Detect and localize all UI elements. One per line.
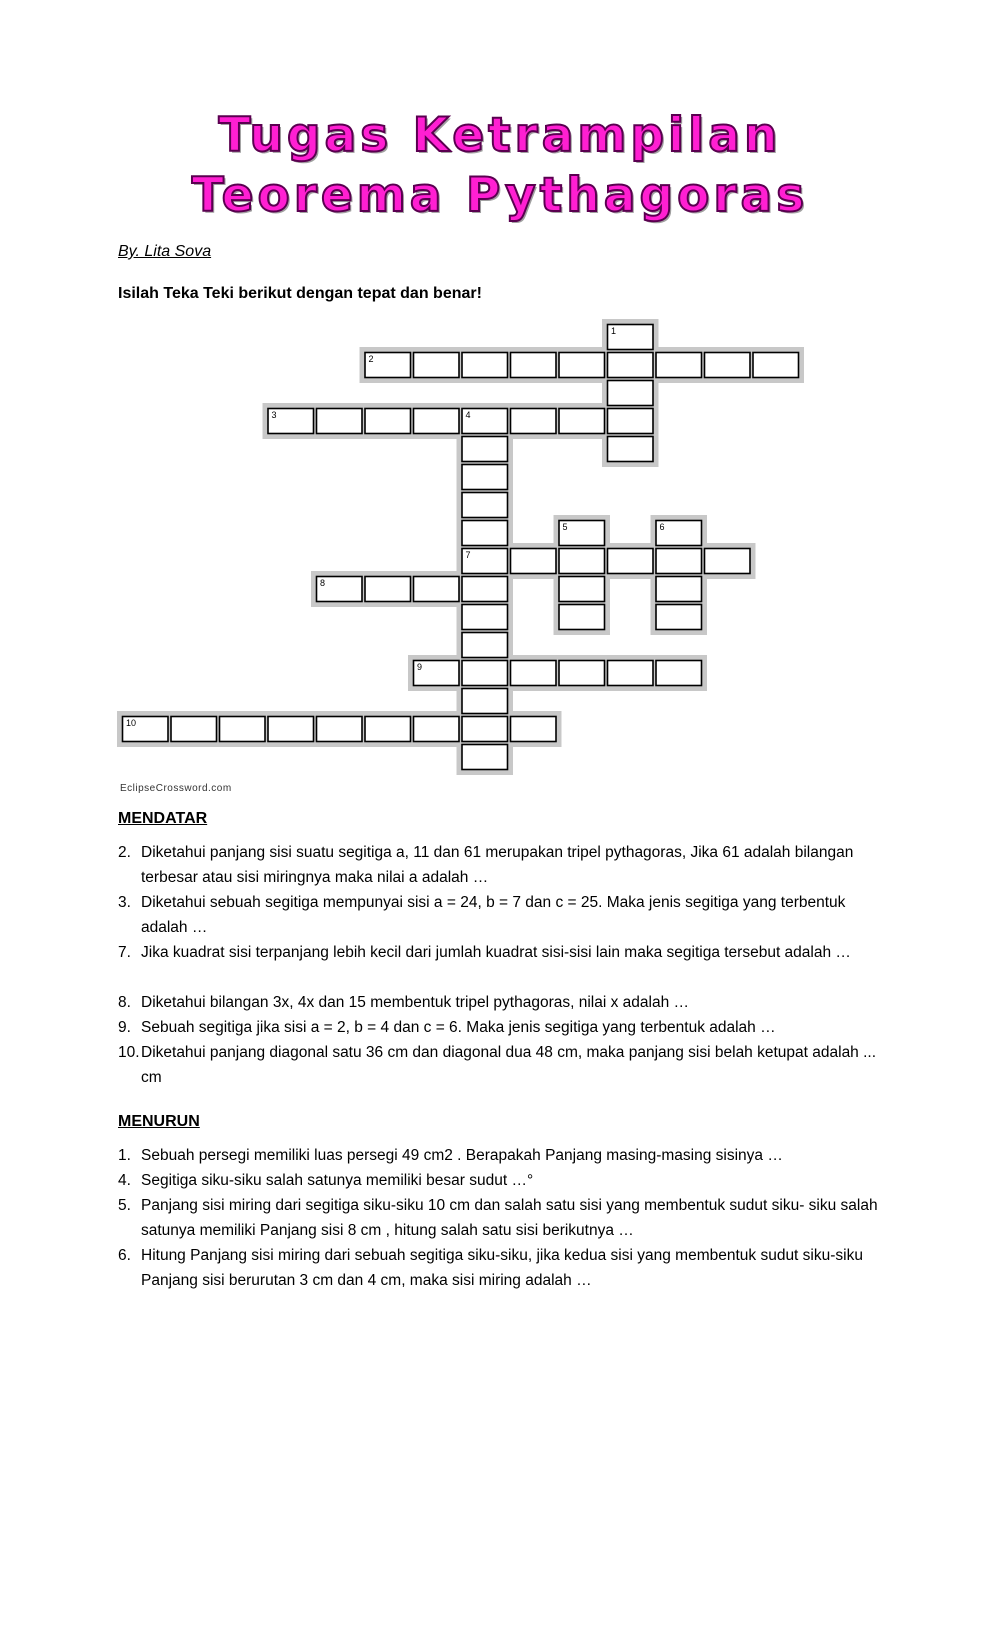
clue-number-label: 8 [320, 578, 326, 588]
crossword-cell[interactable] [608, 661, 654, 686]
crossword-cell[interactable] [559, 409, 605, 434]
crossword-cell[interactable] [462, 437, 508, 462]
crossword-cell[interactable] [511, 549, 557, 574]
menurun-heading: MENURUN [118, 1113, 200, 1130]
clue-item: 2. Diketahui panjang sisi suatu segitiga a, 11 dan 61 merupakan tripel pythagoras, Jika 61 adalah bilangan terbesar atau sisi miringnya maka nilai a adalah … [118, 844, 854, 886]
clue-number-label: 6 [659, 522, 665, 532]
crossword-cell[interactable] [462, 661, 508, 686]
crossword-cell[interactable] [511, 661, 557, 686]
crossword-cell[interactable] [365, 577, 411, 602]
crossword-cell[interactable] [317, 409, 363, 434]
crossword-cell[interactable] [414, 409, 460, 434]
clue-item: 5. Panjang sisi miring dari segitiga siku-siku 10 cm dan salah satu sisi yang membentuk sudut siku- siku salah satunya memiliki Panjang sisi 8 cm , hitung salah satu sisi berikutnya … [118, 1197, 878, 1239]
crossword-cell[interactable] [608, 437, 654, 462]
clue-number-label: 10 [126, 718, 137, 728]
crossword-cell[interactable] [705, 353, 751, 378]
author: By. Lita Sova [118, 243, 212, 260]
crossword-cell[interactable] [511, 353, 557, 378]
clue-number-label: 5 [562, 522, 568, 532]
clue-item: 9. Sebuah segitiga jika sisi a = 2, b = 4 dan c = 6. Maka jenis segitiga yang terbentuk adalah … [118, 1019, 776, 1036]
clue-item: 3. Diketahui sebuah segitiga mempunyai sisi a = 24, b = 7 dan c = 25. Maka jenis segitiga yang terbentuk adalah … [118, 894, 846, 936]
crossword-cell[interactable] [462, 717, 508, 742]
crossword-cell[interactable] [365, 717, 411, 742]
clue-item: 1. Sebuah persegi memiliki luas persegi 49 cm2 . Berapakah Panjang masing-masing sisinya … [118, 1147, 783, 1164]
crossword-cell[interactable] [462, 521, 508, 546]
crossword-cell[interactable] [608, 381, 654, 406]
crossword-cell[interactable] [656, 661, 702, 686]
clue-number-label: 2 [368, 354, 374, 364]
clue-number-label: 3 [271, 410, 277, 420]
title-line-1: Tugas Ketrampilan [218, 108, 782, 163]
crossword-cell[interactable] [559, 353, 605, 378]
crossword-cell[interactable] [462, 605, 508, 630]
crossword-cell[interactable] [365, 409, 411, 434]
clue-item: 6. Hitung Panjang sisi miring dari sebuah segitiga siku-siku, jika kedua sisi yang membentuk sudut siku-siku Panjang sisi berurutan 3 cm dan 4 cm, maka sisi miring adalah … [118, 1247, 863, 1289]
crossword-cell[interactable] [171, 717, 217, 742]
clue-number-label: 4 [465, 410, 471, 420]
crossword-cell[interactable] [414, 353, 460, 378]
crossword-cell[interactable] [705, 549, 751, 574]
crossword-cell[interactable] [414, 717, 460, 742]
crossword-grid [0, 0, 1000, 800]
crossword-cell[interactable] [462, 689, 508, 714]
crossword-cell[interactable] [656, 353, 702, 378]
crossword-cell[interactable] [462, 493, 508, 518]
crossword-cell[interactable] [608, 549, 654, 574]
crossword-cell[interactable] [511, 409, 557, 434]
crossword-cell[interactable] [220, 717, 266, 742]
clue-item: 7. Jika kuadrat sisi terpanjang lebih kecil dari jumlah kuadrat sisi-sisi lain maka segitiga tersebut adalah … [118, 944, 851, 961]
crossword-cell[interactable] [317, 717, 363, 742]
clue-item: 4. Segitiga siku-siku salah satunya memiliki besar sudut …° [118, 1172, 534, 1189]
crossword-cell[interactable] [462, 465, 508, 490]
clue-number-label: 7 [465, 550, 471, 560]
crossword-cell[interactable] [608, 409, 654, 434]
crossword-cell[interactable] [559, 549, 605, 574]
clue-number-label: 1 [611, 326, 617, 336]
crossword-cell[interactable] [511, 717, 557, 742]
crossword-cell[interactable] [462, 353, 508, 378]
crossword-cell[interactable] [753, 353, 799, 378]
crossword-cell[interactable] [414, 577, 460, 602]
crossword-cell[interactable] [559, 577, 605, 602]
clue-number-label: 9 [417, 662, 423, 672]
mendatar-heading: MENDATAR [118, 810, 208, 827]
crossword-cell[interactable] [462, 577, 508, 602]
instruction: Isilah Teka Teki berikut dengan tepat dan benar! [118, 285, 482, 302]
crossword-credit: EclipseCrossword.com [120, 783, 232, 794]
crossword-cell[interactable] [656, 549, 702, 574]
crossword-cell[interactable] [559, 661, 605, 686]
title-line-2: Teorema Pythagoras [191, 168, 809, 223]
clue-item: 8. Diketahui bilangan 3x, 4x dan 15 membentuk tripel pythagoras, nilai x adalah … [118, 994, 689, 1011]
crossword-cell[interactable] [559, 605, 605, 630]
crossword-cell[interactable] [462, 633, 508, 658]
clue-item: 10. Diketahui panjang diagonal satu 36 cm dan diagonal dua 48 cm, maka panjang sisi belah ketupat adalah ... cm [118, 1044, 877, 1086]
crossword-cell[interactable] [268, 717, 314, 742]
crossword-cell[interactable] [656, 577, 702, 602]
crossword-cell[interactable] [462, 745, 508, 770]
crossword-cell[interactable] [608, 353, 654, 378]
crossword-cell[interactable] [656, 605, 702, 630]
